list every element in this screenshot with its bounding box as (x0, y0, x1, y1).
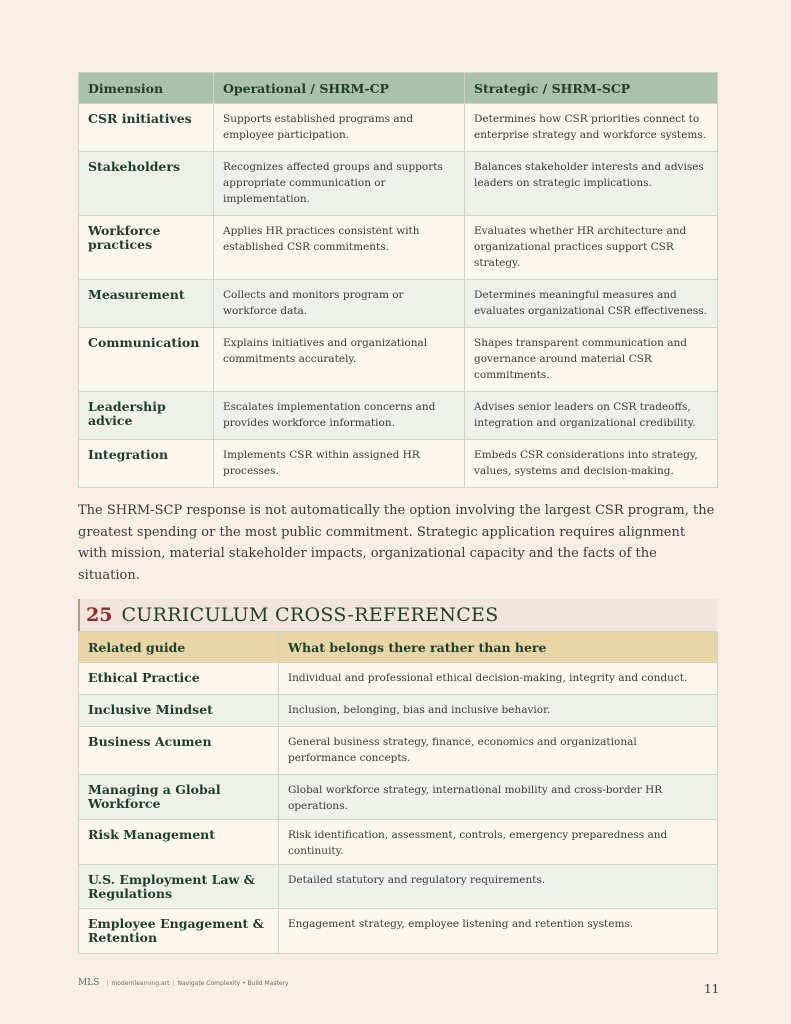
content-cell: Engagement strategy, employee listening and retention systems. (279, 909, 718, 954)
operational-cell: Escalates implementation concerns and provides workforce information. (214, 392, 465, 440)
content-cell: Individual and professional ethical decision-making, integrity and conduct. (279, 663, 718, 695)
header-related-guide: Related guide (79, 632, 279, 663)
guide-cell: Business Acumen (79, 727, 279, 775)
strategic-cell: Determines how CSR priorities connect to enterprise strategy and workforce systems. (465, 104, 718, 152)
guide-cell: Ethical Practice (79, 663, 279, 695)
operational-cell: Collects and monitors program or workforce data. (214, 280, 465, 328)
table-header-row (79, 632, 718, 663)
section-number: 25 (86, 604, 113, 626)
cross-reference-table (78, 631, 718, 954)
header-strategic: Strategic / SHRM-SCP (465, 73, 718, 104)
operational-cell: Applies HR practices consistent with established CSR commitments. (214, 216, 465, 280)
operational-cell: Implements CSR within assigned HR processes. (214, 440, 465, 488)
table-row (79, 909, 718, 954)
guide-cell: Employee Engagement & Retention (79, 909, 279, 954)
guide-cell: Managing a Global Workforce (79, 775, 279, 820)
page-content (78, 72, 717, 954)
csr-dimension-table (78, 72, 718, 488)
footer-tagline: Navigate Complexity • Build Mastery (177, 979, 289, 987)
section-title: CURRICULUM CROSS-REFERENCES (121, 604, 499, 626)
footer-divider: | (172, 979, 175, 987)
table-row (79, 392, 718, 440)
table-row (79, 775, 718, 820)
content-cell: Risk identification, assessment, controls, emergency preparedness and continuity. (279, 820, 718, 865)
brand-logo: MLS (78, 978, 100, 988)
page-number: 11 (704, 982, 720, 996)
table-row (79, 440, 718, 488)
header-belongs-there: What belongs there rather than here (279, 632, 718, 663)
content-cell: Inclusion, belonging, bias and inclusive behavior. (279, 695, 718, 727)
table-row (79, 727, 718, 775)
section-heading (78, 599, 717, 631)
table-row (79, 865, 718, 909)
table-row (79, 104, 718, 152)
table-row (79, 820, 718, 865)
table-row (79, 695, 718, 727)
explanation-paragraph: The SHRM-SCP response is not automatically the option involving the largest CSR program, the greatest spending or the most public commitment. Strategic application requires alignment with mission, material stakeholder impacts, organizational capacity and the facts of the situation. (78, 503, 715, 583)
footer (78, 978, 289, 988)
guide-cell: Risk Management (79, 820, 279, 865)
footer-site: modernlearning.art (111, 979, 170, 987)
table-row (79, 328, 718, 392)
table-row (79, 663, 718, 695)
operational-cell: Supports established programs and employee participation. (214, 104, 465, 152)
dimension-cell: Workforce practices (79, 216, 214, 280)
dimension-cell: Integration (79, 440, 214, 488)
content-cell: Detailed statutory and regulatory requirements. (279, 865, 718, 909)
dimension-cell: CSR initiatives (79, 104, 214, 152)
strategic-cell: Determines meaningful measures and evaluates organizational CSR effectiveness. (465, 280, 718, 328)
content-cell: Global workforce strategy, international mobility and cross-border HR operations. (279, 775, 718, 820)
strategic-cell: Shapes transparent communication and governance around material CSR commitments. (465, 328, 718, 392)
operational-cell: Explains initiatives and organizational commitments accurately. (214, 328, 465, 392)
strategic-cell: Evaluates whether HR architecture and organizational practices support CSR strategy. (465, 216, 718, 280)
header-operational: Operational / SHRM-CP (214, 73, 465, 104)
table-row (79, 216, 718, 280)
dimension-cell: Measurement (79, 280, 214, 328)
table-row (79, 152, 718, 216)
dimension-cell: Leadership advice (79, 392, 214, 440)
content-cell: General business strategy, finance, economics and organizational performance concepts. (279, 727, 718, 775)
table-header-row (79, 73, 718, 104)
strategic-cell: Advises senior leaders on CSR tradeoffs, integration and organizational credibility. (465, 392, 718, 440)
guide-cell: Inclusive Mindset (79, 695, 279, 727)
dimension-cell: Stakeholders (79, 152, 214, 216)
header-dimension: Dimension (79, 73, 214, 104)
operational-cell: Recognizes affected groups and supports appropriate communication or implementation. (214, 152, 465, 216)
guide-cell: U.S. Employment Law & Regulations (79, 865, 279, 909)
strategic-cell: Embeds CSR considerations into strategy, values, systems and decision-making. (465, 440, 718, 488)
dimension-cell: Communication (79, 328, 214, 392)
table-row (79, 280, 718, 328)
strategic-cell: Balances stakeholder interests and advises leaders on strategic implications. (465, 152, 718, 216)
footer-divider: | (106, 979, 109, 987)
